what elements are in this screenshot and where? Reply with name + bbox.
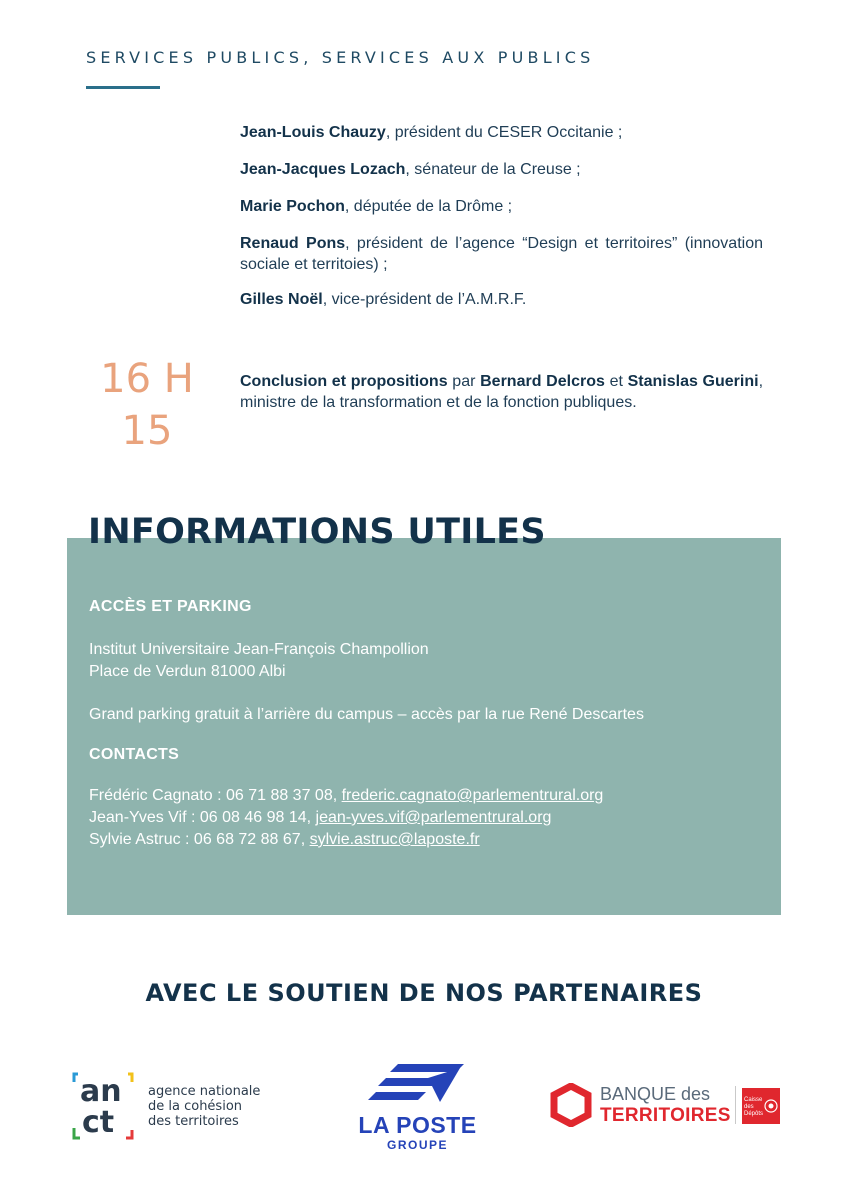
- session-connector: et: [604, 373, 628, 390]
- seal-icon: [764, 1099, 778, 1113]
- access-heading: ACCÈS ET PARKING: [89, 598, 252, 615]
- anct-line: agence nationale: [148, 1084, 261, 1099]
- laposte-logo: [340, 1060, 495, 1155]
- session-person: Stanislas Guerini: [627, 373, 759, 390]
- session-detail: , ministre de la transformation et de la fonction publiques.: [240, 373, 764, 411]
- caisse-des-depots-badge: [742, 1088, 780, 1124]
- contact-email-link[interactable]: sylvie.astruc@laposte.fr: [309, 831, 480, 848]
- header-title: SERVICES PUBLICS, SERVICES AUX PUBLICS: [86, 48, 595, 67]
- speaker-role: , sénateur de la Creuse ;: [405, 161, 581, 178]
- address-line: Place de Verdun 81000 Albi: [89, 663, 286, 680]
- anct-line: des territoires: [148, 1114, 239, 1129]
- address-line: Institut Universitaire Jean-François Champollion: [89, 641, 429, 658]
- speaker-list: [240, 122, 763, 326]
- anct-mark-icon: [72, 1068, 144, 1148]
- cdc-line: des Dépôts: [744, 1104, 764, 1117]
- laposte-name: LA POSTE: [358, 1112, 477, 1138]
- speaker-item: [240, 159, 763, 180]
- bdt-divider: [735, 1086, 736, 1124]
- anct-wordmark: [148, 1084, 260, 1129]
- session-title: Conclusion et propositions: [240, 373, 448, 390]
- speaker-name: Jean-Jacques Lozach: [240, 161, 406, 178]
- banque-territoires-logo: [550, 1080, 785, 1130]
- contact-label: Jean-Yves Vif : 06 08 46 98 14,: [89, 809, 316, 826]
- contact-label: Frédéric Cagnato : 06 71 88 37 08,: [89, 787, 342, 804]
- anct-line: de la cohésion: [148, 1099, 243, 1114]
- session-description: [240, 371, 763, 413]
- session-connector: par: [447, 373, 481, 390]
- contact-line: [89, 829, 761, 851]
- session-time-line1: 16 H: [100, 356, 194, 402]
- hexagon-icon: [550, 1083, 592, 1127]
- contact-line: [89, 785, 761, 807]
- speaker-item: [240, 196, 763, 217]
- contacts-heading: CONTACTS: [89, 746, 180, 763]
- parking-info: Grand parking gratuit à l’arrière du campus – accès par la rue René Descartes: [89, 706, 644, 723]
- contact-email-link[interactable]: jean-yves.vif@parlementrural.org: [315, 809, 552, 826]
- bdt-line1: BANQUE des: [600, 1084, 711, 1104]
- header-rule: [86, 86, 160, 89]
- anct-logo: [72, 1068, 282, 1148]
- info-content: [89, 597, 761, 851]
- speaker-item: [240, 122, 763, 143]
- contact-label: Sylvie Astruc : 06 68 72 88 67,: [89, 831, 310, 848]
- speaker-item: [240, 289, 763, 310]
- session-person: Bernard Delcros: [480, 373, 605, 390]
- anct-mark-top: an: [80, 1074, 122, 1109]
- speaker-role: , président du CESER Occitanie ;: [385, 124, 623, 141]
- speaker-name: Gilles Noël: [240, 291, 323, 308]
- speaker-role: , députée de la Drôme ;: [344, 198, 513, 215]
- speaker-name: Jean-Louis Chauzy: [240, 124, 386, 141]
- partners-title: AVEC LE SOUTIEN DE NOS PARTENAIRES: [145, 979, 703, 1007]
- bdt-line2: TERRITOIRES: [600, 1105, 731, 1126]
- speaker-item: [240, 233, 763, 275]
- session-time: [88, 353, 206, 457]
- speaker-role: , vice-président de l’A.M.R.F.: [322, 291, 527, 308]
- contact-line: [89, 807, 761, 829]
- laposte-group: GROUPE: [386, 1138, 448, 1152]
- laposte-bird-icon: [368, 1062, 468, 1108]
- speaker-name: Renaud Pons: [240, 235, 346, 252]
- info-title: INFORMATIONS UTILES: [88, 512, 546, 552]
- cdc-line: Caisse: [744, 1097, 763, 1103]
- speaker-name: Marie Pochon: [240, 198, 345, 215]
- cdc-text: [744, 1097, 766, 1118]
- contact-email-link[interactable]: frederic.cagnato@parlementrural.org: [341, 787, 604, 804]
- anct-mark-bottom: ct: [82, 1105, 115, 1140]
- speaker-role: , président de l’agence “Design et territoires” (innovation sociale et territoies) ;: [240, 235, 763, 273]
- session-time-line2: 15: [121, 408, 173, 454]
